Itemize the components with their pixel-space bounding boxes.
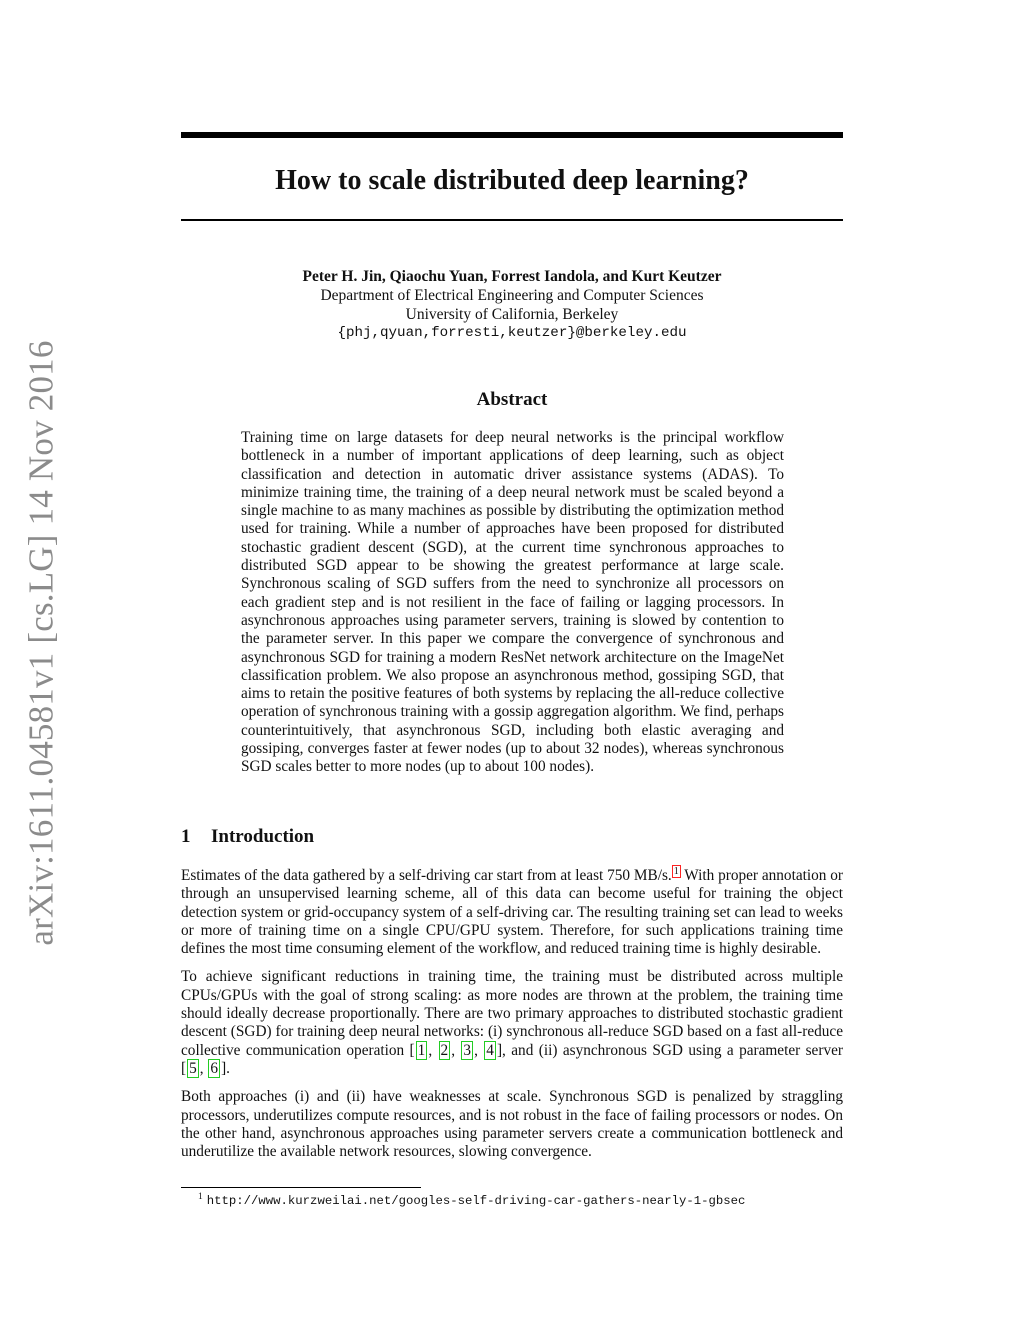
abstract-text: Training time on large datasets for deep neural networks is the principal workflow bottleneck in a number of important applications of deep learning, such as object classification and detection in automatic driver assistance systems (ADAS). To minimize training time, the training of a deep neural network must be scaled beyond a single machine to as many machines as possible by distributing the optimization method used for training. While a number of approaches have been proposed for distributed stochastic gradient descent (SGD), at the current time synchronous approaches to distributed SGD appear to be showing the greatest performance at large scale. Synchronous scaling of SGD suffers from the need to synchronize all processors on each gradient step and is not resilient in the face of failing or lagging processors. In asynchronous approaches using parameter servers, training is slowed by contention to the parameter server. In this paper we compare the convergence of synchronous and asynchronous SGD for training a modern ResNet network architecture on the ImageNet classification problem. We also propose an asynchronous method, gossiping SGD, that aims to retain the positive features of both systems by replacing the all-reduce collective operation of synchronous training with a gossip aggregation algorithm. We find, perhaps counterintuitively, that asynchronous SGD, including both elastic averaging and gossiping, converges faster at fewer nodes (up to about 32 nodes), whereas synchronous SGD scales better to more nodes (up to about 100 nodes). [241,429,784,776]
section-heading-introduction [181,826,314,848]
intro-p2-text-b: ], and (ii) asynchronous SGD using a parameter server [ [181,1041,843,1077]
footnote-rule [181,1187,421,1188]
footnote [198,1192,745,1209]
intro-paragraph-1 [181,867,843,958]
citation-link-2[interactable]: 2 [440,1041,449,1059]
author-email: {phj,qyuan,forresti,keutzer}@berkeley.edu [337,325,687,341]
paper-title: How to scale distributed deep learning? [275,165,749,196]
footnote-url-link[interactable]: http://www.kurzweilai.net/googles-self-driving-car-gathers-nearly-1-gbsec [206,1194,746,1208]
citation-link-5[interactable]: 5 [189,1059,197,1077]
arxiv-identifier-stamp [14,340,70,946]
section-title: Introduction [211,826,315,847]
citation-link-1[interactable]: 1 [417,1041,426,1059]
citation-link-3[interactable]: 3 [463,1041,472,1059]
title-top-rule [181,132,843,138]
author-block [181,267,843,343]
author-names: Peter H. Jin, Qiaochu Yuan, Forrest Iandola, and Kurt Keutzer [302,268,722,285]
footnote-reference-link[interactable]: 1 [673,865,679,877]
author-department: Department of Electrical Engineering and Computer Sciences [320,287,704,304]
intro-p2-text-a: To achieve significant reductions in training time, the training must be distributed across multiple CPUs/GPUs with the goal of strong scaling: as more nodes are thrown at the problem, the training time should ideally decrease proportionally. There are two primary approaches to distributed stochastic gradient descent (SGD) for training deep neural networks: (i) synchronous all-reduce SGD based on a fast all-reduce collective communication operation [ [181,968,843,1059]
abstract-heading: Abstract [476,389,548,410]
intro-paragraph-3: Both approaches (i) and (ii) have weaknesses at scale. Synchronous SGD is penalized by straggling processors, underutilizes compute resources, and is not robust in the face of failing processors or nodes. On the other hand, asynchronous approaches using parameter servers create a communication bottleneck and underutilize the available network resources, slowing convergence. [181,1088,843,1161]
section-number: 1 [181,826,191,847]
author-university: University of California, Berkeley [405,306,619,323]
intro-p2-text-c: ]. [221,1059,230,1077]
intro-paragraph-2: To achieve significant reductions in training time, the training must be distributed across multiple CPUs/GPUs with the goal of strong scaling: as more nodes are thrown at the problem, the training time should ideally decrease proportionally. There are two primary approaches to distributed stochastic gradient descent (SGD) for training deep neural networks: (i) synchronous all-reduce SGD based on a fast all-reduce collective communication operation [ 1 , 2 , 3 , 4 ], and (ii) asynchronous SGD using a parameter server [ 5 , 6 ]. [181,968,843,1077]
introduction-body [181,867,843,1171]
citation-link-4[interactable]: 4 [486,1041,494,1059]
title-bottom-rule [181,219,843,221]
intro-p1-text-a: Estimates of the data gathered by a self-driving car start from at least 750 MB/s. [181,867,672,884]
arxiv-identifier-text: arXiv:1611.04581v1 [cs.LG] 14 Nov 2016 [22,340,61,946]
footnote-mark: 1 [198,1191,203,1202]
intro-p1-text-b: With proper annotation or through an unsupervised learning scheme, all of this data can become useful for training the object detection system or grid-occupancy system of a self-driving car. The resulting training set can lead to weeks or more of training time on a single CPU/GPU system. Therefore, for such applications training time defines the most time consuming element of the workflow, and reduced training time is highly desirable. [181,867,843,958]
citation-link-6[interactable]: 6 [210,1059,219,1077]
